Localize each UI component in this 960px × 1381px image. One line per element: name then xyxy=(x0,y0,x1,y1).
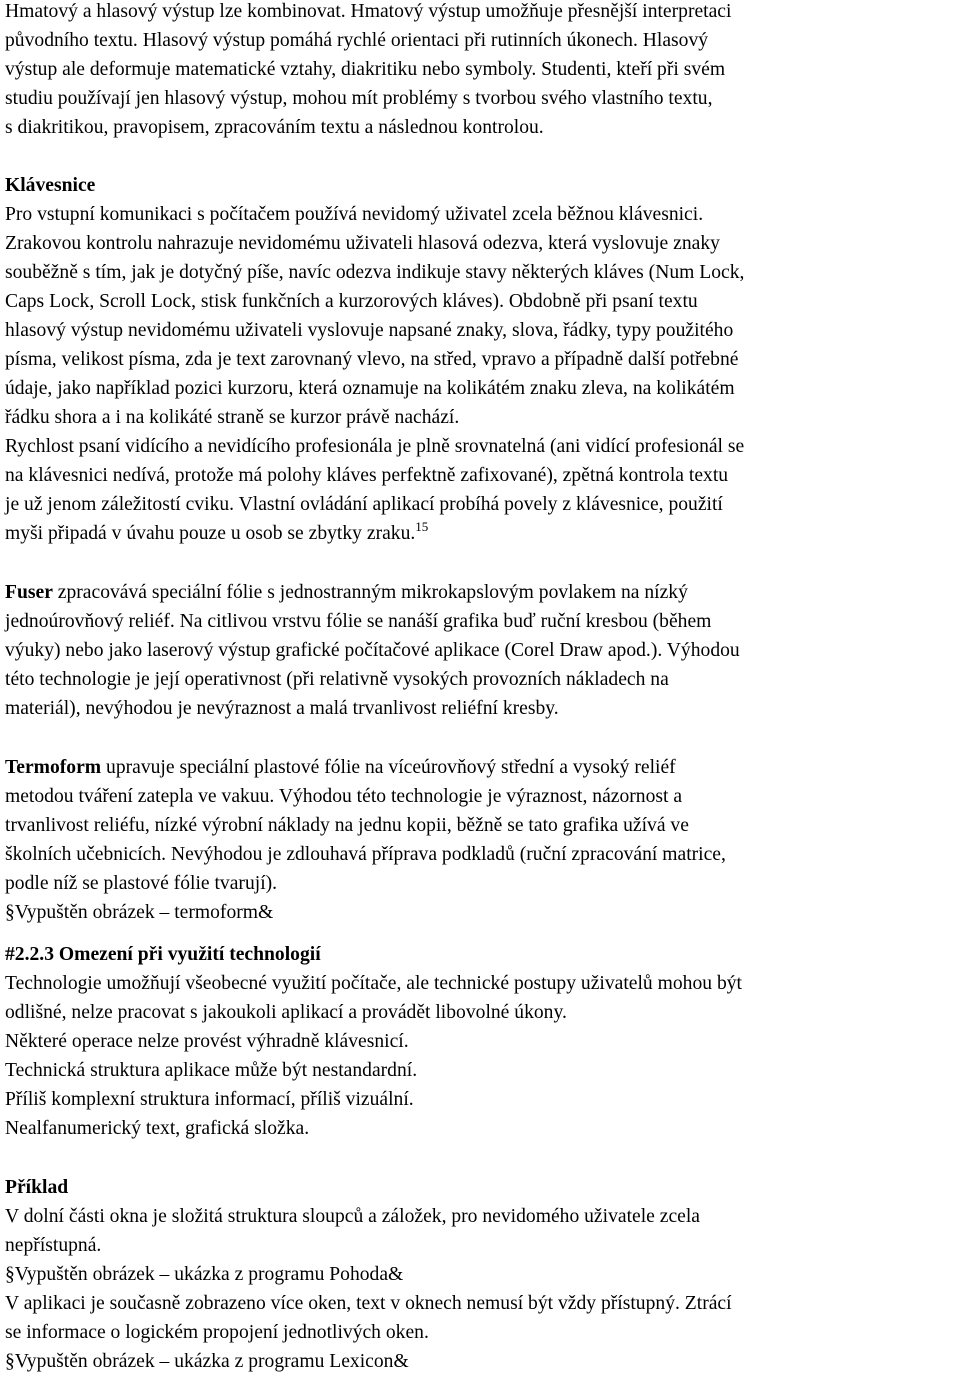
paragraph-line: studiu používají jen hlasový výstup, mohou mít problémy s tvorbou svého vlastního textu, xyxy=(5,88,713,109)
paragraph-line: Technická struktura aplikace může být nestandardní. xyxy=(5,1060,418,1081)
paragraph-line: údaje, jako například pozici kurzoru, která oznamuje na kolikátém znaku zleva, na kolikátém xyxy=(5,378,735,399)
paragraph-line: písma, velikost písma, zda je text zarovnaný vlevo, na střed, vpravo a případně další potřebné xyxy=(5,349,739,370)
paragraph-line: metodou tváření zatepla ve vakuu. Výhodou této technologie je výraznost, názornost a xyxy=(5,786,683,807)
paragraph-line: výuky) nebo jako laserový výstup grafické počítačové aplikace (Corel Draw apod.). Výhodou xyxy=(5,640,740,661)
paragraph-text: myši připadá v úvahu pouze u osob se zbytky zraku. xyxy=(5,523,416,544)
paragraph-line: Nealfanumerický text, grafická složka. xyxy=(5,1118,310,1139)
paragraph-line: souběžně s tím, jak je dotyčný píše, navíc odezva indikuje stavy některých kláves (Num Lock, xyxy=(5,262,745,283)
image-placeholder-note: §Vypuštěn obrázek – ukázka z programu Pohoda& xyxy=(5,1264,404,1285)
paragraph-line: na klávesnici nedívá, protože má polohy kláves perfektně zafixované), zpětná kontrola textu xyxy=(5,465,729,486)
paragraph-line xyxy=(5,583,688,603)
term-termoform: Termoform xyxy=(5,757,102,778)
paragraph-text: zpracovává speciální fólie s jednostranným mikrokapslovým povlakem na nízký xyxy=(52,582,688,603)
paragraph-line: se informace o logickém propojení jednotlivých oken. xyxy=(5,1322,429,1343)
term-fuser: Fuser xyxy=(5,582,53,603)
paragraph-line: Hmatový a hlasový výstup lze kombinovat. Hmatový výstup umožňuje přesnější interpretaci xyxy=(5,1,732,22)
paragraph-line: materiál), nevýhodou je nevýraznost a malá trvanlivost reliéfní kresby. xyxy=(5,698,559,719)
paragraph-line: Zrakovou kontrolu nahrazuje nevidomému uživateli hlasová odezva, která vyslovuje znaky xyxy=(5,233,720,254)
paragraph-line: s diakritikou, pravopisem, zpracováním textu a následnou kontrolou. xyxy=(5,117,544,138)
paragraph-line: Příliš komplexní struktura informací, příliš vizuální. xyxy=(5,1089,414,1110)
paragraph-line xyxy=(5,519,429,544)
paragraph-line: V aplikaci je současně zobrazeno více oken, text v oknech nemusí být vždy přístupný. Ztrácí xyxy=(5,1293,732,1314)
paragraph-line: nepřístupná. xyxy=(5,1235,102,1256)
paragraph-line: Technologie umožňují všeobecné využití počítače, ale technické postupy uživatelů mohou být xyxy=(5,973,742,994)
paragraph-line: hlasový výstup nevidomému uživateli vyslovuje napsané znaky, slova, řádky, typy použitého xyxy=(5,320,734,341)
paragraph-line: řádku shora a i na kolikáté straně se kurzor právě nachází. xyxy=(5,407,460,428)
paragraph-line: odlišné, nelze pracovat s jakoukoli aplikací a provádět libovolné úkony. xyxy=(5,1002,567,1023)
image-placeholder-note: §Vypuštěn obrázek – ukázka z programu Lexicon& xyxy=(5,1351,409,1372)
paragraph-line: trvanlivost reliéfu, nízké výrobní náklady na jednu kopii, běžně se tato grafika užívá ve xyxy=(5,815,689,836)
paragraph-text: upravuje speciální plastové fólie na víceúrovňový střední a vysoký reliéf xyxy=(101,757,676,778)
footnote-reference[interactable]: 15 xyxy=(415,519,429,534)
section-heading-priklad: Příklad xyxy=(5,1177,69,1198)
paragraph-line xyxy=(5,758,676,778)
paragraph-line: V dolní části okna je složitá struktura sloupců a záložek, pro nevidomého uživatele zcela xyxy=(5,1206,700,1227)
paragraph-line: Rychlost psaní vidícího a nevidícího profesionála je plně srovnatelná (ani vidící profesionál se xyxy=(5,436,745,457)
paragraph-line: této technologie je její operativnost (při relativně vysokých provozních nákladech na xyxy=(5,669,669,690)
paragraph-line: jednoúrovňový reliéf. Na citlivou vrstvu fólie se nanáší grafika buď ruční kresbou (během xyxy=(5,611,712,632)
paragraph-line: školních učebnicích. Nevýhodou je zdlouhavá příprava podkladů (ruční zpracování matrice, xyxy=(5,844,726,865)
section-heading-klavesnice: Klávesnice xyxy=(5,175,96,196)
paragraph-line: Některé operace nelze provést výhradně klávesnicí. xyxy=(5,1031,409,1052)
section-heading-omezeni: #2.2.3 Omezení při využití technologií xyxy=(5,944,321,965)
paragraph-line: je už jenom záležitostí cviku. Vlastní ovládání aplikací probíhá povely z klávesnice, použití xyxy=(5,494,723,515)
paragraph-line: původního textu. Hlasový výstup pomáhá rychlé orientaci při rutinních úkonech. Hlasový xyxy=(5,30,709,51)
paragraph-line: Pro vstupní komunikaci s počítačem používá nevidomý uživatel zcela běžnou klávesnici. xyxy=(5,204,704,225)
image-placeholder-note: §Vypuštěn obrázek – termoform& xyxy=(5,902,274,923)
paragraph-line: Caps Lock, Scroll Lock, stisk funkčních a kurzorových kláves). Obdobně při psaní textu xyxy=(5,291,698,312)
paragraph-line: výstup ale deformuje matematické vztahy, diakritiku nebo symboly. Studenti, kteří při svém xyxy=(5,59,726,80)
paragraph-line: podle níž se plastové fólie tvarují). xyxy=(5,873,278,894)
